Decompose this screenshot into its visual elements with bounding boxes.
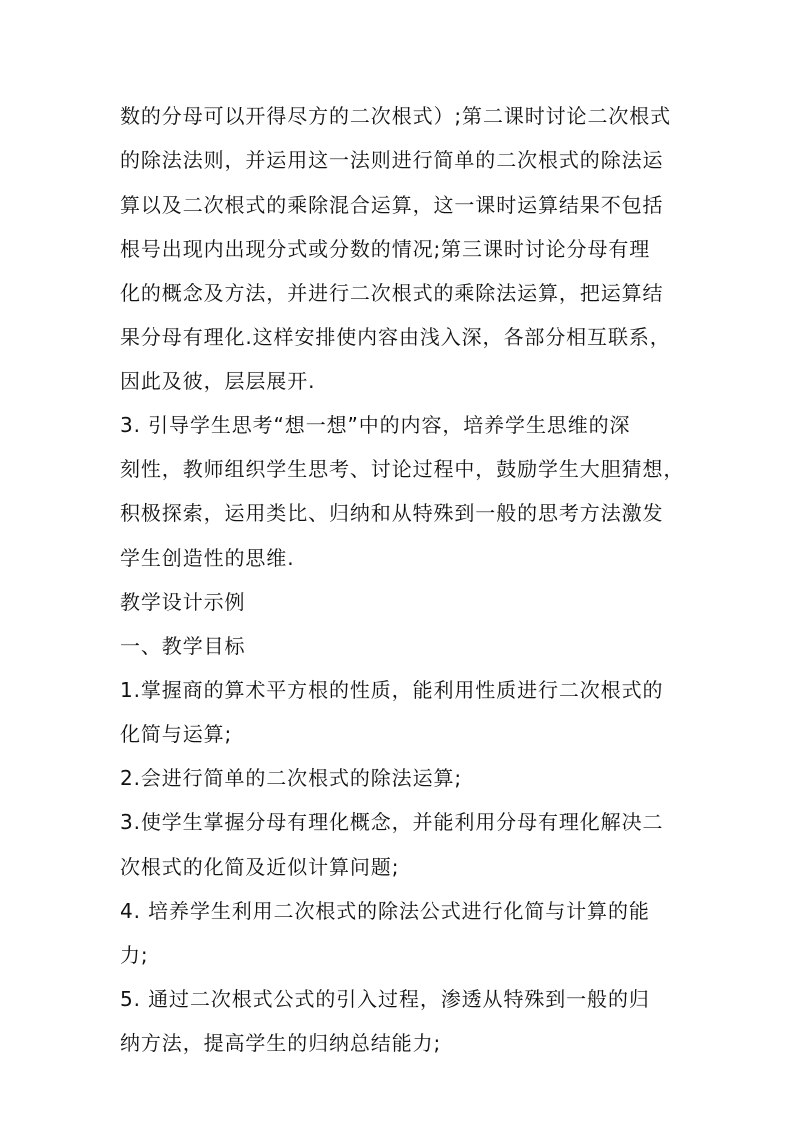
text-line: 积极探索，运用类比、归纳和从特殊到一般的思考方法激发 <box>120 501 664 525</box>
text-line: 化的概念及方法，并进行二次根式的乘除法运算，把运算结 <box>120 281 664 305</box>
text-line: 数的分母可以开得尽方的二次根式）;第二课时讨论二次根式 <box>120 104 672 128</box>
text-line: 的除法法则，并运用这一法则进行简单的二次根式的除法运 <box>120 148 664 172</box>
text-line: 根号出现内出现分式或分数的情况;第三课时讨论分母有理 <box>120 237 651 261</box>
numbered-item: 4. 培养学生利用二次根式的除法公式进行化简与计算的能 <box>120 899 650 923</box>
section-heading: 教学设计示例 <box>120 590 246 614</box>
text-line: 学生创造性的思维. <box>120 546 295 570</box>
subsection-heading: 一、教学目标 <box>120 634 246 658</box>
text-line: 刻性，教师组织学生思考、讨论过程中，鼓励学生大胆猜想， <box>120 457 685 481</box>
text-line: 果分母有理化.这样安排使内容由浅入深，各部分相互联系， <box>120 325 671 349</box>
text-line: 算以及二次根式的乘除混合运算，这一课时运算结果不包括 <box>120 193 664 217</box>
numbered-item: 3. 引导学生思考“想一想”中的内容，培养学生思维的深 <box>120 413 631 437</box>
numbered-item: 5. 通过二次根式公式的引入过程，渗透从特殊到一般的归 <box>120 987 650 1011</box>
text-line: 力; <box>120 943 149 967</box>
text-line: 次根式的化简及近似计算问题; <box>120 855 400 879</box>
text-line: 化简与运算; <box>120 722 233 746</box>
text-line: 因此及彼，层层展开. <box>120 369 316 393</box>
numbered-item: 3.使学生掌握分母有理化概念，并能利用分母有理化解决二 <box>120 810 664 834</box>
numbered-item: 1.掌握商的算术平方根的性质，能利用性质进行二次根式的 <box>120 678 664 702</box>
text-line: 纳方法，提高学生的归纳总结能力; <box>120 1031 442 1055</box>
numbered-item: 2.会进行简单的二次根式的除法运算; <box>120 766 463 790</box>
